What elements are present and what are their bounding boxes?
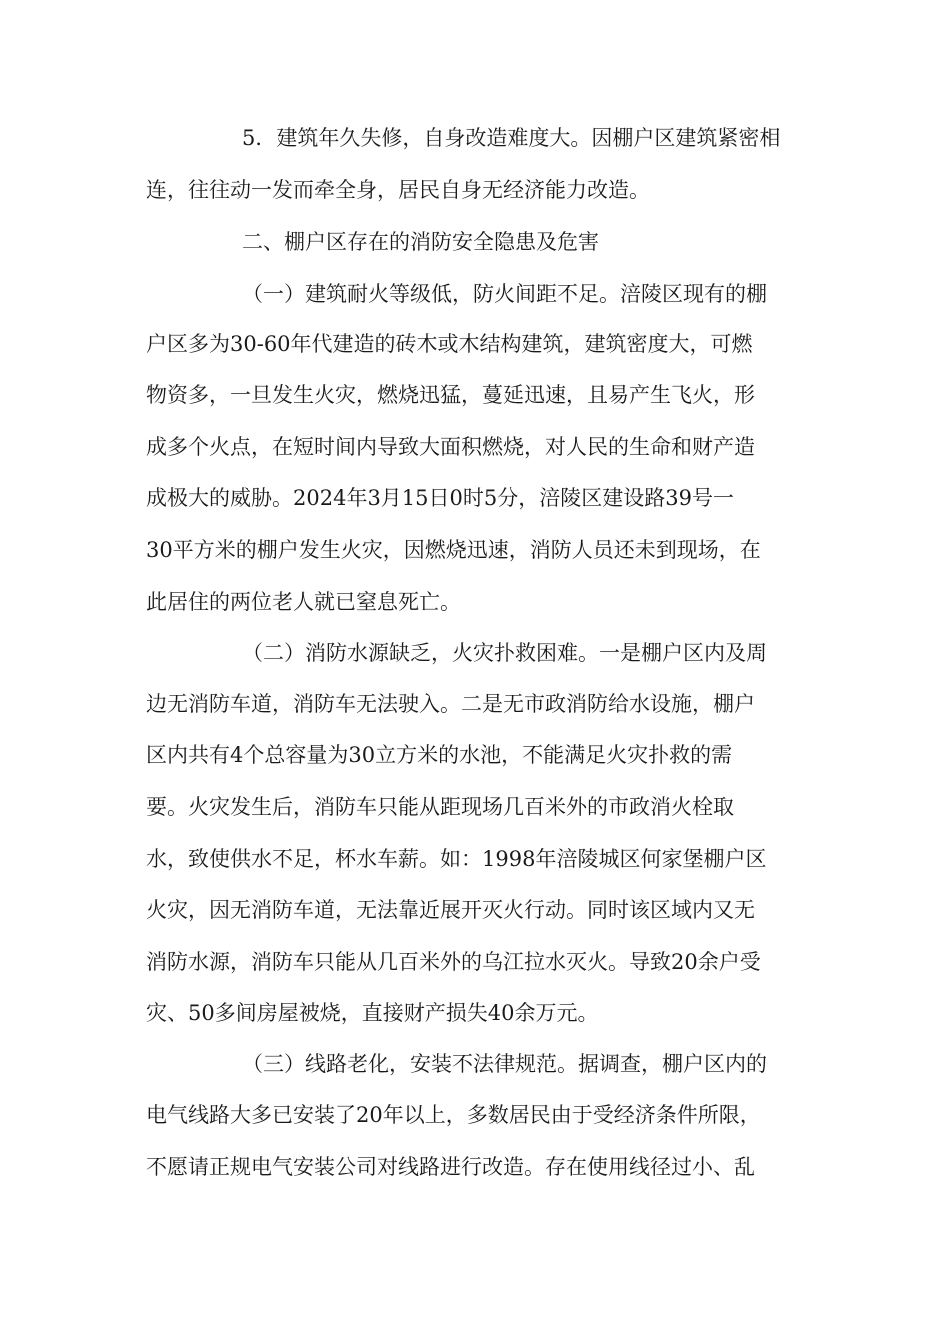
paragraph-1-line-2: 户区多为30-60年代建造的砖木或木结构建筑，建筑密度大，可燃: [146, 332, 753, 356]
paragraph-2-line-1: （二）消防水源缺乏，火灾扑救困难。一是棚户区内及周: [242, 641, 767, 665]
paragraph-1-line-1: （一）建筑耐火等级低，防火间距不足。涪陵区现有的棚: [242, 282, 767, 306]
paragraph-3-line-1: （三）线路老化，安装不法律规范。据调查，棚户区内的: [242, 1052, 767, 1076]
paragraph-1-line-6: 30平方米的棚户发生火灾，因燃烧迅速，消防人员还未到现场，在: [146, 538, 761, 562]
paragraph-2-line-6: 火灾，因无消防车道，无法靠近展开灭火行动。同时该区域内又无: [146, 898, 755, 922]
paragraph-2-line-8: 灾、50多间房屋被烧，直接财产损失40余万元。: [146, 1001, 599, 1025]
paragraph-3-line-3: 不愿请正规电气安装公司对线路进行改造。存在使用线径过小、乱: [146, 1155, 755, 1179]
paragraph-2-line-3: 区内共有4个总容量为30立方米的水池，不能满足火灾扑救的需: [146, 743, 733, 767]
section-heading-2: 二、棚户区存在的消防安全隐患及危害: [242, 230, 599, 254]
paragraph-5-line-2: 连，往往动一发而牵全身，居民自身无经济能力改造。: [146, 178, 650, 202]
paragraph-2-line-7: 消防水源，消防车只能从几百米外的乌江拉水灭火。导致20余户受: [146, 950, 761, 974]
paragraph-5-line-1: 5．建筑年久失修，自身改造难度大。因棚户区建筑紧密相: [242, 126, 781, 150]
paragraph-1-line-3: 物资多，一旦发生火灾，燃烧迅猛，蔓延迅速，且易产生飞火，形: [146, 383, 755, 407]
paragraph-2-line-4: 要。火灾发生后，消防车只能从距现场几百米外的市政消火栓取: [146, 795, 734, 819]
paragraph-1-line-4: 成多个火点，在短时间内导致大面积燃烧，对人民的生命和财产造: [146, 435, 755, 459]
paragraph-3-line-2: 电气线路大多已安装了20年以上，多数居民由于受经济条件所限，: [146, 1103, 761, 1127]
paragraph-1-line-7: 此居住的两位老人就已窒息死亡。: [146, 590, 461, 614]
paragraph-1-line-5: 成极大的威胁。2024年3月15日0时5分，涪陵区建设路39号一: [146, 486, 734, 510]
paragraph-2-line-2: 边无消防车道，消防车无法驶入。二是无市政消防给水设施，棚户: [146, 692, 755, 716]
paragraph-2-line-5: 水，致使供水不足，杯水车薪。如：1998年涪陵城区何家堡棚户区: [146, 847, 767, 871]
